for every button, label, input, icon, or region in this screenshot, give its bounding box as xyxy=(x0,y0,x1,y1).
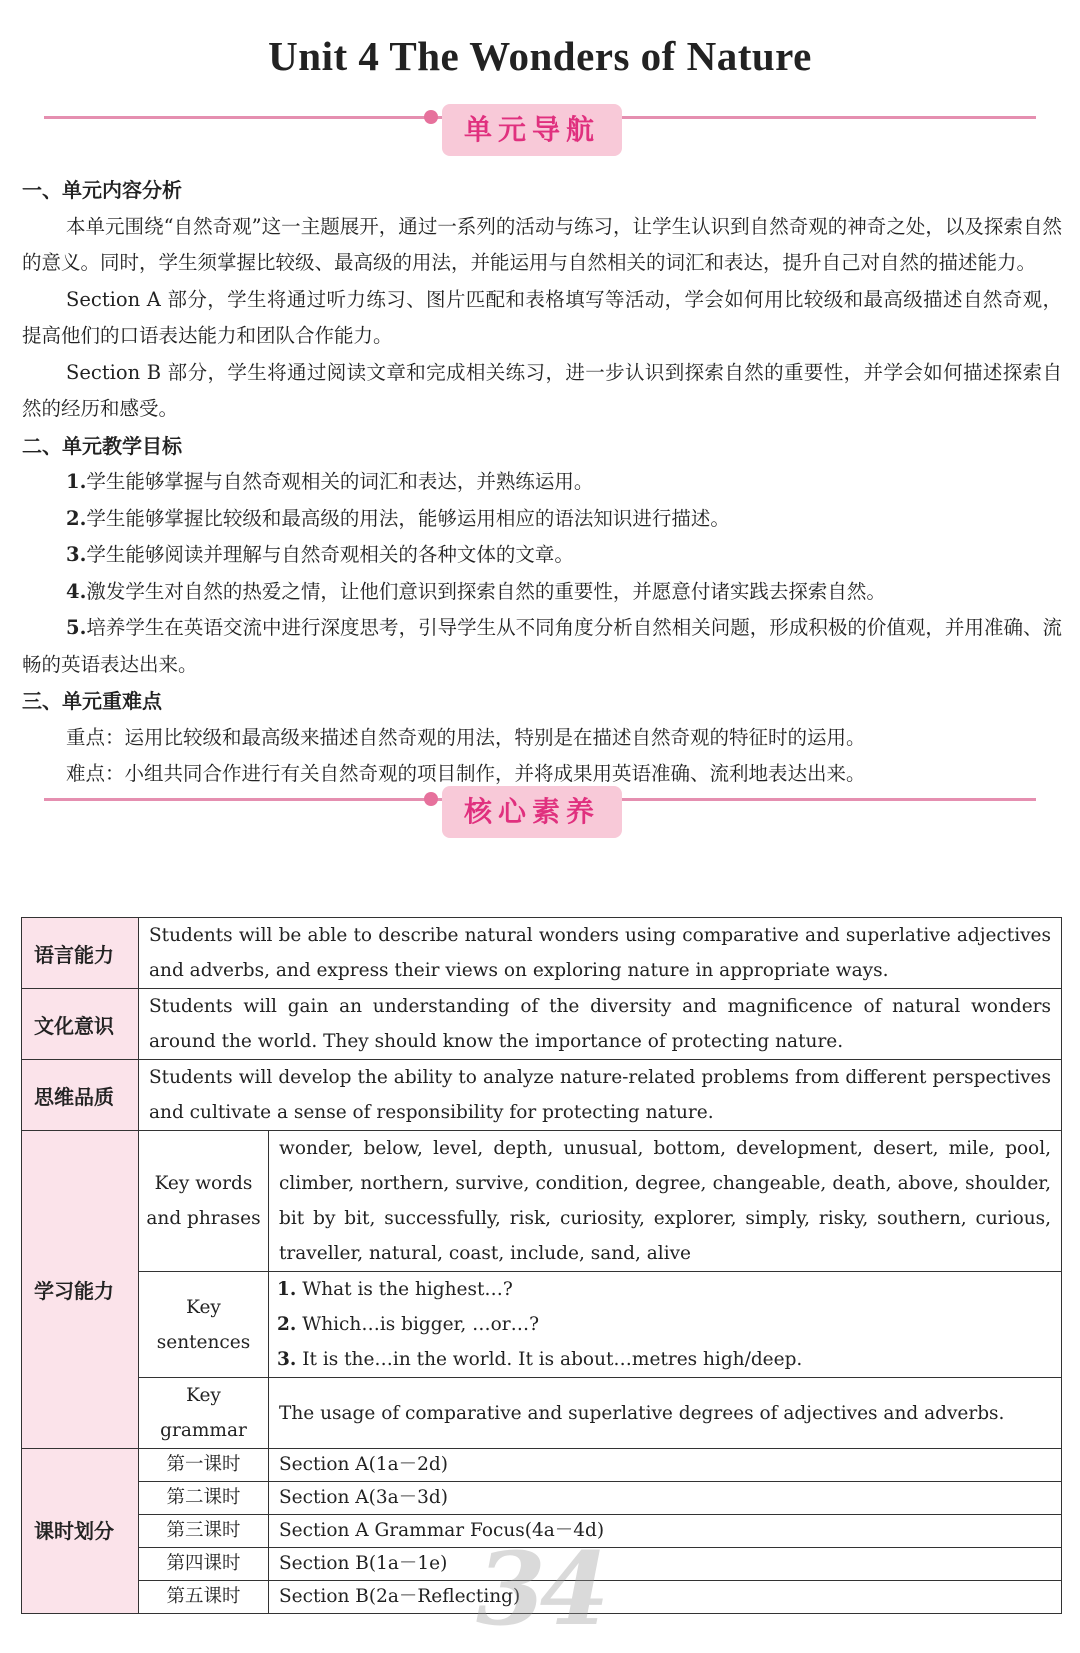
goal-item: 4.激发学生对自然的热爱之情，让他们意识到探索自然的重要性，并愿意付诸实践去探索自然。 xyxy=(66,579,886,603)
thinking-text: Students will develop the ability to analyze nature-related problems from different perspectives and cultivate a sense of responsibility for protecting nature. xyxy=(139,1060,1062,1131)
analysis-paragraph-1: 本单元围绕“自然奇观”这一主题展开，通过一系列的活动与练习，让学生认识到自然奇观的神奇之处，以及探索自然的意义。同时，学生须掌握比较级、最高级的用法，并能运用与自然相关的词汇和表达，提升自己对自然的描述能力。 xyxy=(22,214,1062,274)
category-language: 语言能力 xyxy=(22,918,139,989)
period-label: 第二课时 xyxy=(139,1482,269,1515)
section-heading-key-points: 三、单元重难点 xyxy=(22,689,162,713)
bullet-dot xyxy=(424,110,438,124)
table-row xyxy=(22,1482,1062,1515)
period-content: Section A Grammar Focus(4a－4d) xyxy=(269,1515,1062,1548)
key-grammar-label: Key grammar xyxy=(139,1378,269,1449)
table-row xyxy=(22,1272,1062,1378)
table-row xyxy=(22,989,1062,1060)
period-content: Section A(1a－2d) xyxy=(269,1449,1062,1482)
goal-item: 5.培养学生在英语交流中进行深度思考，引导学生从不同角度分析自然相关问题，形成积极的价值观，并用准确、流畅的英语表达出来。 xyxy=(22,616,1062,676)
section-heading-goals: 二、单元教学目标 xyxy=(22,433,182,458)
table-row xyxy=(22,1131,1062,1272)
key-point: 重点：运用比较级和最高级来描述自然奇观的用法，特别是在描述自然奇观的特征时的运用。 xyxy=(66,725,866,749)
sentence-item: 3. It is the…in the world. It is about…metres high/deep. xyxy=(277,1349,803,1370)
category-culture: 文化意识 xyxy=(22,989,139,1060)
analysis-paragraph-2: Section A 部分，学生将通过听力练习、图片匹配和表格填写等活动，学会如何用比较级和最高级描述自然奇观，提高他们的口语表达能力和团队合作能力。 xyxy=(22,287,1062,347)
period-label: 第一课时 xyxy=(139,1449,269,1482)
language-text: Students will be able to describe natural wonders using comparative and superlative adjectives and adverbs, and express their views on exploring nature in appropriate ways. xyxy=(139,918,1062,989)
sentence-item: 1. What is the highest…? xyxy=(277,1279,513,1300)
category-plan: 课时划分 xyxy=(22,1449,139,1614)
nav-label: 单元导航 xyxy=(442,104,622,156)
section-bar-core xyxy=(44,786,1036,840)
table-row xyxy=(22,1378,1062,1449)
table-row xyxy=(22,918,1062,989)
period-label: 第四课时 xyxy=(139,1548,269,1581)
key-sentences-label: Key sentences xyxy=(139,1272,269,1378)
period-content: Section B(2a－Reflecting) xyxy=(269,1581,1062,1614)
key-words-label xyxy=(139,1131,269,1272)
category-thinking: 思维品质 xyxy=(22,1060,139,1131)
period-label: 第五课时 xyxy=(139,1581,269,1614)
key-words-label-line: and phrases xyxy=(146,1208,261,1229)
bullet-dot xyxy=(424,792,438,806)
period-content: Section B(1a－1e) xyxy=(269,1548,1062,1581)
unit-content xyxy=(22,172,1062,793)
goal-item: 1.学生能够掌握与自然奇观相关的词汇和表达，并熟练运用。 xyxy=(66,470,594,493)
table-row xyxy=(22,1060,1062,1131)
page-title: Unit 4 The Wonders of Nature xyxy=(268,33,812,79)
page-number: 34 xyxy=(476,1530,604,1648)
section-heading-analysis: 一、单元内容分析 xyxy=(22,178,182,202)
section-bar-nav xyxy=(44,104,1036,158)
period-content: Section A(3a－3d) xyxy=(269,1482,1062,1515)
key-sentences-list xyxy=(269,1272,1062,1378)
table-row xyxy=(22,1449,1062,1482)
core-competency-table xyxy=(21,917,1062,1614)
sentence-item: 2. Which…is bigger, …or…? xyxy=(277,1314,539,1335)
difficult-point: 难点：小组共同合作进行有关自然奇观的项目制作，并将成果用英语准确、流利地表达出来。 xyxy=(66,762,866,785)
goal-item: 3.学生能够阅读并理解与自然奇观相关的各种文体的文章。 xyxy=(66,543,574,566)
goal-item: 2.学生能够掌握比较级和最高级的用法，能够运用相应的语法知识进行描述。 xyxy=(66,506,730,530)
analysis-paragraph-3: Section B 部分，学生将通过阅读文章和完成相关练习，进一步认识到探索自然的重要性，并学会如何描述探索自然的经历和感受。 xyxy=(22,360,1062,420)
key-grammar-text: The usage of comparative and superlative degrees of adjectives and adverbs. xyxy=(269,1378,1062,1449)
period-label: 第三课时 xyxy=(139,1515,269,1548)
core-label: 核心素养 xyxy=(442,786,622,838)
culture-text: Students will gain an understanding of the diversity and magnificence of natural wonders around the world. They should know the importance of protecting nature. xyxy=(139,989,1062,1060)
key-words-label-line: Key words xyxy=(154,1173,253,1194)
key-words-text: wonder, below, level, depth, unusual, bottom, development, desert, mile, pool, climber, northern, survive, condition, degree, changeable, death, above, shoulder, bit by bit, successfully, risk, curiosity, explorer, simply, risky, southern, curious, traveller, natural, coast, include, sand, alive xyxy=(269,1131,1062,1272)
category-learning: 学习能力 xyxy=(22,1131,139,1449)
